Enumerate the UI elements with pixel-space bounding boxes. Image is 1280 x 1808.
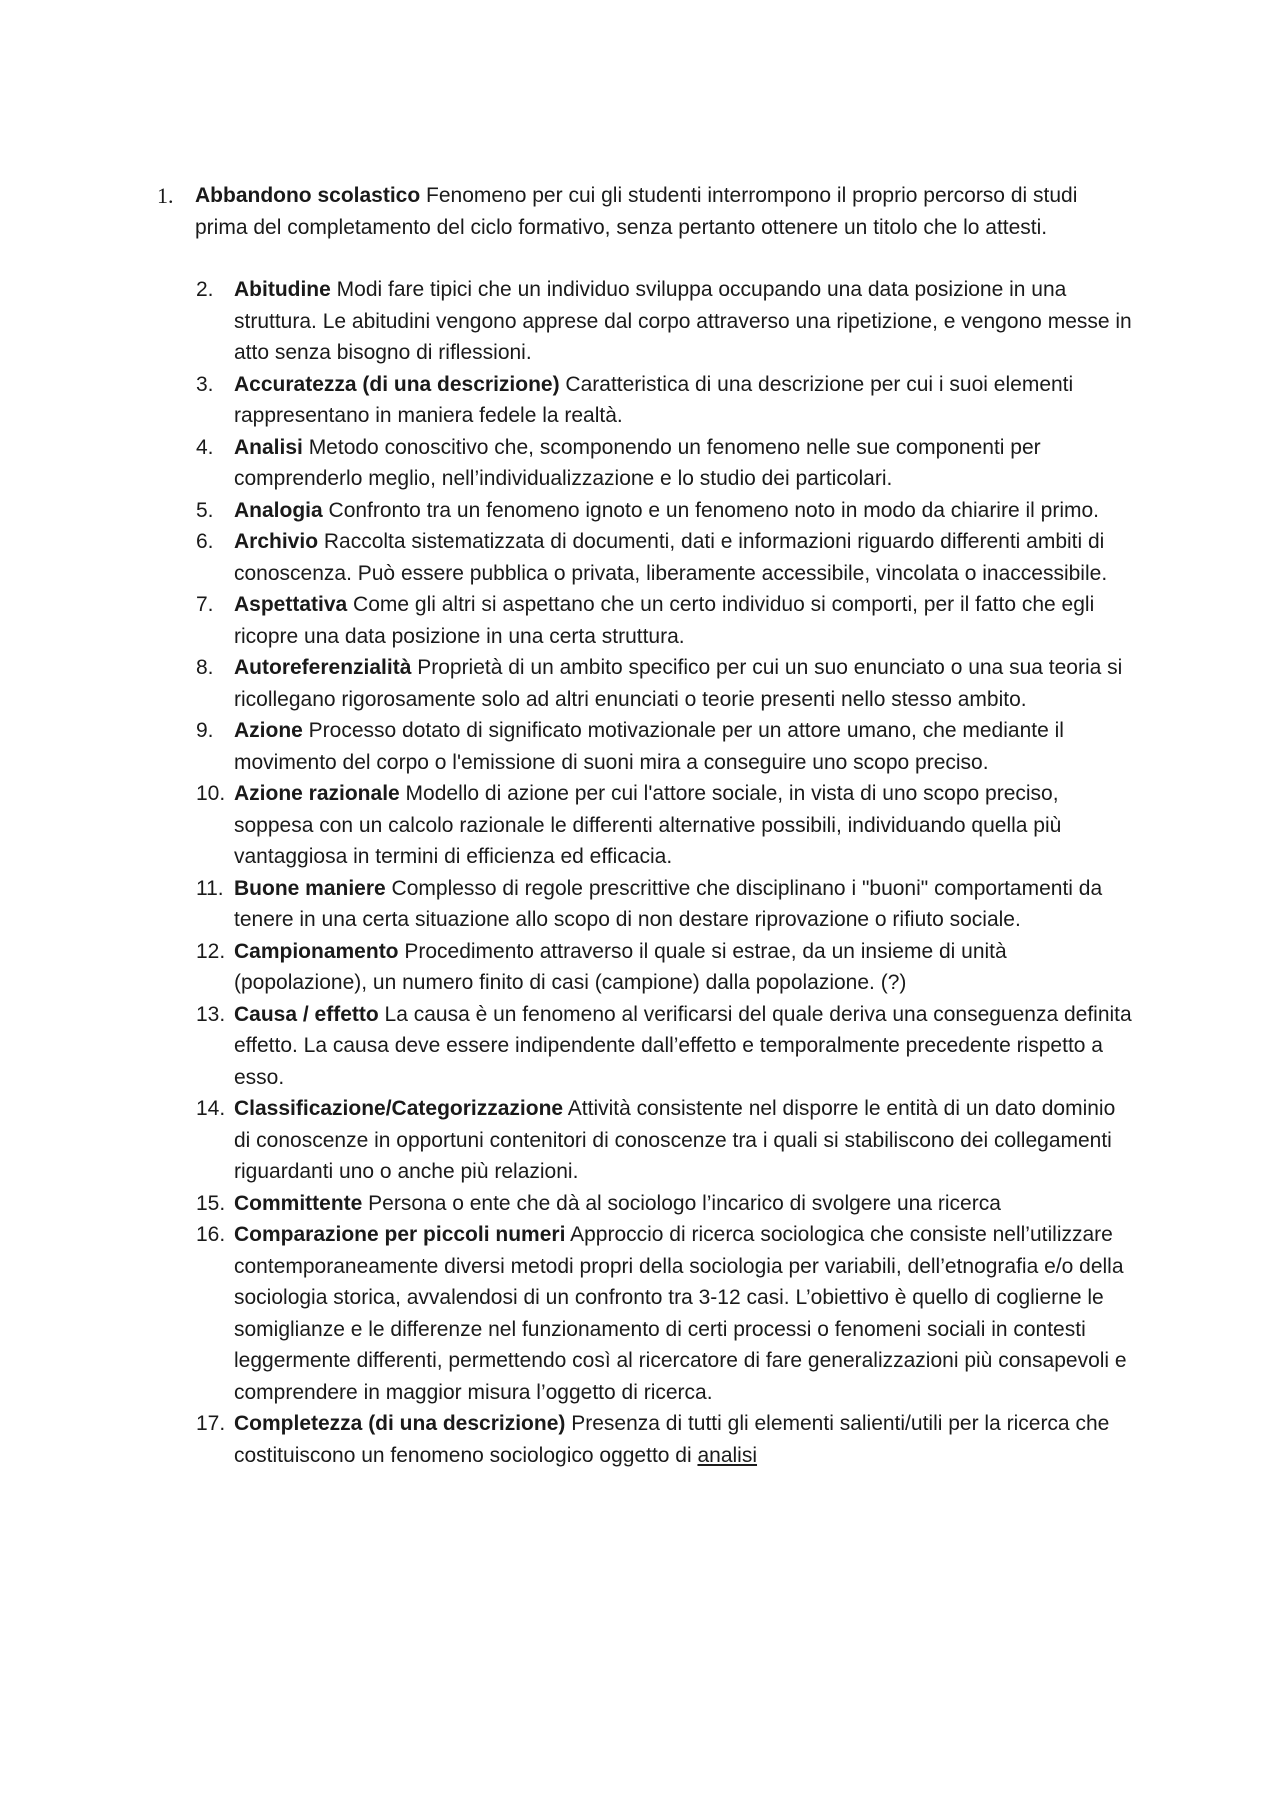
list-item — [196, 1408, 1134, 1471]
item-term: Classificazione/Categorizzazione — [234, 1097, 564, 1120]
item-number: 11. — [196, 876, 224, 900]
glossary-list — [196, 274, 1156, 1471]
list-item — [196, 778, 1134, 873]
item-term: Buone maniere — [234, 876, 386, 900]
item-definition: Modi fare tipici che un individuo sviluppa occupando una data posizione in una struttura. Le abitudini vengono apprese dal corpo attraverso una ripetizione, e vengono messe in atto senza bisogno di riflessioni. — [234, 278, 1132, 364]
item-number: 10. — [196, 782, 226, 805]
item-term: Archivio — [234, 530, 319, 553]
item-term: Abitudine — [234, 278, 331, 301]
item-term: Accuratezza (di una descrizione) — [234, 372, 560, 396]
item-number: 1. — [157, 183, 174, 208]
list-item — [196, 495, 1134, 527]
list-item — [196, 526, 1134, 589]
item-term: Azione razionale — [234, 782, 400, 805]
item-term: Abbandono scolastico — [195, 184, 421, 207]
item-term: Analogia — [234, 498, 323, 522]
item-number: 13. — [196, 1002, 226, 1026]
list-item — [196, 1219, 1134, 1408]
item-definition: Confronto tra un fenomeno ignoto e un fenomeno noto in modo da chiarire il primo. — [322, 498, 1099, 522]
item-definition: Caratteristica di una descrizione per cui i suoi elementi rappresentano in maniera fedele la realtà. — [234, 372, 1074, 427]
item-number: 15. — [196, 1191, 226, 1215]
list-item — [196, 589, 1134, 652]
item-term: Autoreferenzialità — [234, 656, 412, 679]
list-item — [196, 999, 1134, 1094]
item-term: Causa / effetto — [234, 1002, 379, 1026]
item-term: Comparazione per piccoli numeri — [234, 1223, 566, 1246]
item-definition: Proprietà di un ambito specifico per cui un suo enunciato o una sua teoria si ricollegano rigorosamente solo ad altri enunciati o teorie presenti nello stesso ambito. — [234, 656, 1123, 711]
item-number: 17. — [196, 1412, 226, 1435]
item-number: 5. — [196, 498, 214, 522]
list-item — [196, 1093, 1134, 1188]
list-item-1 — [157, 180, 1137, 243]
item-term: Aspettativa — [234, 593, 348, 616]
item-term: Campionamento — [234, 939, 399, 963]
item-definition: La causa è un fenomeno al verificarsi del quale deriva una conseguenza definita effetto. La causa deve essere indipendente dall’effetto e temporalmente precedente rispetto a esso. — [234, 1002, 1132, 1089]
list-item — [196, 274, 1134, 369]
item-number: 2. — [196, 278, 214, 301]
list-item — [196, 432, 1134, 495]
item-number: 6. — [196, 530, 214, 553]
item-definition: Metodo conoscitivo che, scomponendo un fenomeno nelle sue componenti per comprenderlo meglio, nell’individualizzazione e lo studio dei particolari. — [234, 435, 1041, 490]
item-definition: Presenza di tutti gli elementi salienti/utili per la ricerca che costituiscono un fenomeno sociologico oggetto di — [234, 1412, 1110, 1467]
item-definition: Processo dotato di significato motivazionale per un attore umano, che mediante il movimento del corpo o l'emissione di suoni mira a conseguire uno scopo preciso. — [234, 719, 1064, 774]
item-definition: Procedimento attraverso il quale si estrae, da un insieme di unità (popolazione), un numero finito di casi (campione) dalla popolazione. (?) — [234, 939, 1007, 994]
item-number: 16. — [196, 1223, 226, 1246]
item-number: 14. — [196, 1097, 226, 1120]
item-definition: Raccolta sistematizzata di documenti, dati e informazioni riguardo differenti ambiti di conoscenza. Può essere pubblica o privata, liberamente accessibile, vincolata o inaccessibile. — [234, 530, 1108, 585]
item-term: Completezza (di una descrizione) — [234, 1412, 566, 1435]
item-definition: Approccio di ricerca sociologica che consiste nell’utilizzare contemporaneamente diversi metodi propri della sociologia per variabili, dell’etnografia e/o della sociologia storica, avvalendosi di un confronto tra 3-12 casi. L’obiettivo è quello di coglierne le somiglianze e le differenze nel funzionamento di certi processi o fenomeni sociali in contesti leggermente differenti, permettendo così al ricercatore di fare generalizzazioni più consapevoli e comprendere in maggior misura l’oggetto di ricerca. — [234, 1223, 1127, 1404]
list-item — [196, 873, 1134, 936]
list-item — [196, 715, 1134, 778]
item-number: 7. — [196, 593, 214, 616]
item-definition: Modello di azione per cui l'attore sociale, in vista di uno scopo preciso, soppesa con un calcolo razionale le differenti alternative possibili, individuando quella più vantaggiosa in termini di efficienza ed efficacia. — [234, 782, 1062, 868]
item-term: Committente — [234, 1191, 363, 1215]
item-number: 8. — [196, 656, 214, 679]
item-underlined-word: analisi — [697, 1443, 758, 1467]
list-item — [196, 369, 1134, 432]
item-number: 4. — [196, 435, 214, 459]
item-number: 12. — [196, 939, 226, 963]
item-number: 9. — [196, 719, 214, 742]
list-item — [196, 652, 1134, 715]
item-body — [195, 180, 1105, 243]
item-term: Azione — [234, 719, 303, 742]
item-number: 3. — [196, 372, 214, 396]
list-item — [196, 936, 1134, 999]
item-definition: Attività consistente nel disporre le entità di un dato dominio di conoscenze in opportuni contenitori di conoscenze tra i quali si stabiliscono dei collegamenti riguardanti uno o anche più relazioni. — [234, 1097, 1116, 1183]
item-term: Analisi — [234, 435, 303, 459]
item-definition: Come gli altri si aspettano che un certo individuo si comporti, per il fatto che egli ricopre una data posizione in una certa struttura. — [234, 593, 1095, 648]
list-item — [196, 1188, 1134, 1220]
item-definition: Fenomeno per cui gli studenti interrompono il proprio percorso di studi prima del completamento del ciclo formativo, senza pertanto ottenere un titolo che lo attesti. — [195, 184, 1078, 239]
item-definition: Complesso di regole prescrittive che disciplinano i "buoni" comportamenti da tenere in una certa situazione allo scopo di non destare riprovazione o rifiuto sociale. — [234, 876, 1103, 931]
item-definition: Persona o ente che dà al sociologo l’incarico di svolgere una ricerca — [362, 1191, 1001, 1215]
